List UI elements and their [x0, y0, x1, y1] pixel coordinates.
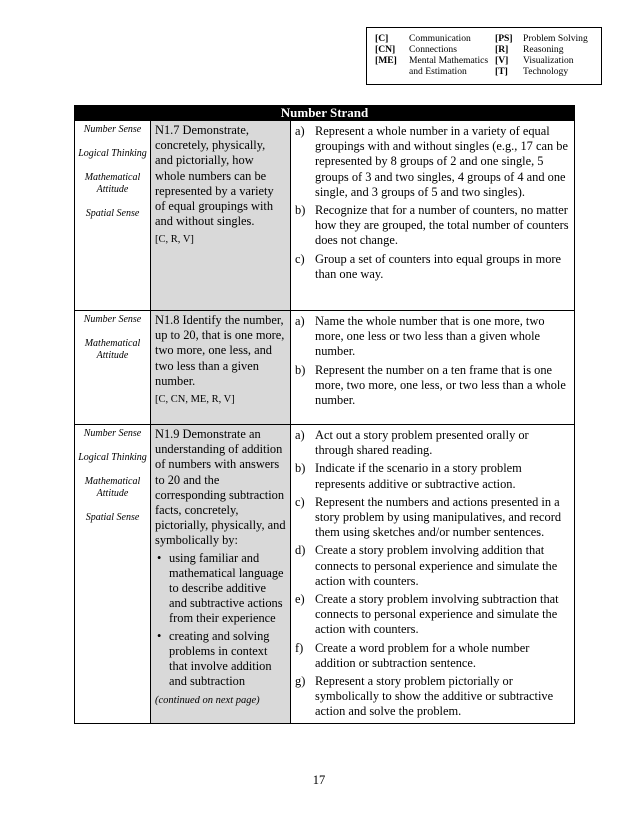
indicator-text: Represent the numbers and actions presented in a story problem by using manipulatives, and record them using sketches and/or number sentences.	[315, 494, 562, 540]
process-codes: [C, CN, ME, R, V]	[155, 394, 235, 406]
indicator-text: Represent the number on a ten frame that is one more, two more, one less, or two less than a whole number.	[315, 362, 566, 408]
continued-note: (continued on next page)	[155, 695, 260, 707]
legend-code: [CN]	[375, 44, 396, 55]
legend-code: [R]	[495, 44, 509, 55]
legend-label: Technology	[523, 66, 569, 77]
legend-label: Reasoning	[523, 44, 564, 55]
indicator-item	[295, 363, 570, 409]
legend-label: Communication	[409, 33, 471, 44]
indicator-text: Act out a story problem presented orally or through shared reading.	[315, 428, 529, 458]
indicator-text: Indicate if the scenario in a story problem represents additive or subtractive action.	[315, 461, 522, 491]
indicators-cell	[291, 311, 575, 425]
indicator-text: Create a story problem involving subtraction that connects to personal experience and simulate the action with counters.	[315, 592, 559, 637]
table-row	[75, 311, 575, 425]
indicator-text: Name the whole number that is one more, two more, one less or two less than a given whole number.	[315, 314, 545, 359]
legend-row	[375, 33, 595, 44]
indicator-item	[295, 495, 570, 541]
strand-header: Number Strand	[75, 106, 575, 121]
number-strand-table	[74, 105, 575, 724]
indicator-item	[295, 124, 570, 200]
indicator-letter: a)	[295, 428, 305, 442]
indicator-item	[295, 674, 570, 720]
legend-code	[375, 66, 409, 77]
indicator-item	[295, 252, 570, 282]
legend-code: [C]	[375, 33, 389, 44]
indicator-letter: g)	[295, 674, 306, 689]
indicator-text: Represent a story problem pictorially or symbolically to show the additive or subtractive action and solve the problem.	[315, 674, 554, 719]
legend-row	[375, 44, 595, 55]
indicator-item	[295, 461, 570, 491]
bullet-item: • using familiar and mathematical language to describe additive and subtractive actions from their experience	[155, 551, 286, 627]
outcome-cell	[151, 425, 291, 724]
process-label: Spatial Sense	[85, 208, 140, 219]
processes-cell	[75, 121, 151, 311]
bullet-item: • creating and solving problems in context that involve addition and subtraction	[155, 629, 286, 690]
outcome-text: N1.9 Demonstrate an understanding of addition of numbers with answers to 20 and the corresponding subtraction facts, concretely, pictorially, physically, and symbolically by:	[155, 427, 286, 548]
indicator-text: Group a set of counters into equal groups in more than one way.	[315, 251, 562, 281]
indicator-letter: b)	[295, 362, 306, 377]
indicators-cell	[291, 425, 575, 724]
indicator-letter: b)	[295, 203, 306, 218]
process-legend	[366, 27, 602, 85]
outcome-text: N1.8 Identify the number, up to 20, that is one more, two more, one less, and two less than a given number.	[155, 313, 285, 388]
outcome-text: N1.7 Demonstrate, concretely, physically, and pictorially, how whole numbers can be represented by a variety of equal groupings with and without singles.	[155, 123, 274, 229]
process-label: Mathematical Attitude	[84, 338, 141, 361]
process-label: Logical Thinking	[78, 148, 147, 159]
process-label: Spatial Sense	[85, 512, 140, 523]
page-number: 17	[312, 773, 326, 787]
process-label: Number Sense	[83, 124, 142, 135]
indicator-item	[295, 641, 570, 671]
indicator-item	[295, 203, 570, 249]
indicator-letter: f)	[295, 640, 304, 655]
process-label: Logical Thinking	[78, 452, 147, 463]
legend-label: Mental Mathematics	[409, 55, 489, 66]
indicator-text: Create a story problem involving addition that connects to personal experience and simulate the action with counters.	[315, 543, 558, 588]
legend-code: [T]	[495, 66, 508, 77]
legend-label: and Estimation	[409, 66, 467, 77]
indicator-item	[295, 543, 570, 589]
legend-code: [ME]	[375, 55, 397, 66]
indicator-item	[295, 428, 570, 458]
indicator-letter: c)	[295, 251, 305, 266]
indicator-text: Create a word problem for a whole number addition or subtraction sentence.	[315, 640, 530, 670]
processes-cell	[75, 311, 151, 425]
indicators-cell	[291, 121, 575, 311]
indicator-letter: b)	[295, 461, 306, 476]
legend-label: Problem Solving	[523, 33, 588, 44]
process-label: Number Sense	[83, 314, 142, 325]
indicator-text: Represent a whole number in a variety of equal groupings with and without singles (e.g., 17 can be represented by 8 groups of 2 and one single, 5 groups of 3 and two singles, 4 groups of 4 and one single, and 3 groups of 5 and two singles).	[315, 124, 568, 199]
process-codes: [C, R, V]	[155, 234, 194, 246]
table-row	[75, 121, 575, 311]
legend-code: [PS]	[495, 33, 513, 44]
legend-code: [V]	[495, 55, 509, 66]
legend-label: Connections	[409, 44, 457, 55]
process-label: Number Sense	[83, 428, 142, 439]
outcome-bullets	[155, 551, 286, 690]
indicator-letter: d)	[295, 543, 306, 558]
process-label: Mathematical Attitude	[84, 172, 141, 195]
indicator-letter: a)	[295, 124, 305, 138]
indicator-letter: c)	[295, 494, 305, 509]
legend-row	[375, 55, 595, 66]
outcome-cell	[151, 311, 291, 425]
legend-row	[375, 66, 595, 77]
legend-label: Visualization	[523, 55, 574, 66]
indicator-text: Recognize that for a number of counters, no matter how they are grouped, the total number of counters does not change.	[315, 203, 569, 248]
outcome-cell	[151, 121, 291, 311]
process-label: Mathematical Attitude	[84, 476, 141, 499]
table-row	[75, 425, 575, 724]
indicator-item	[295, 314, 570, 360]
indicator-letter: a)	[295, 314, 305, 328]
indicator-letter: e)	[295, 592, 305, 607]
processes-cell	[75, 425, 151, 724]
indicator-item	[295, 592, 570, 638]
